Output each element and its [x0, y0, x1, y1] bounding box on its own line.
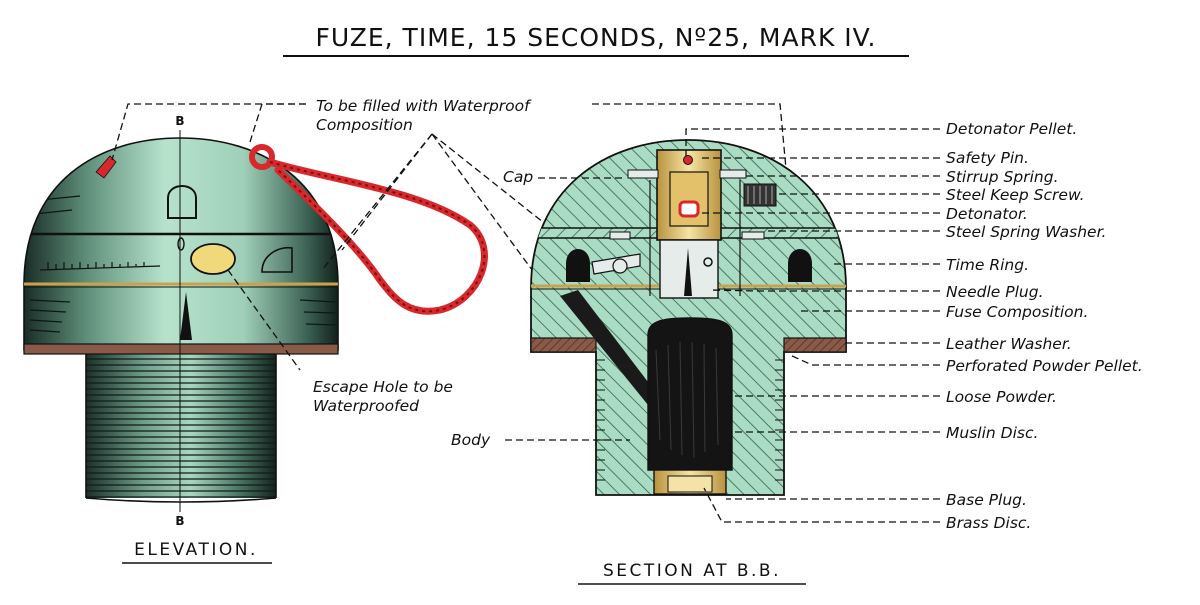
escape-label-line1: Escape Hole to be — [313, 378, 453, 396]
part-label-needle-plug: Needle Plug. — [946, 283, 1044, 301]
elevation-view-label: ELEVATION. — [134, 540, 258, 560]
escape-label-line2: Waterproofed — [313, 397, 419, 415]
diagram-title: FUZE, TIME, 15 SECONDS, Nº25, MARK IV. — [315, 23, 877, 52]
section-view — [520, 140, 860, 584]
time-ring-channel-left — [566, 249, 590, 282]
waterproof-label-line1: To be filled with Waterproof — [316, 97, 530, 115]
label-cap: Cap — [503, 168, 534, 186]
part-label-perforated-powder-pellet: Perforated Powder Pellet. — [946, 357, 1143, 375]
leather-washer-right — [784, 338, 846, 352]
part-label-steel-keep-screw: Steel Keep Screw. — [946, 186, 1085, 204]
escape-hole — [191, 244, 235, 274]
loose-powder-chamber — [648, 318, 732, 470]
elevation-view — [0, 114, 484, 563]
detonator-pellet — [684, 156, 693, 165]
section-mark-bottom: B — [175, 514, 185, 528]
section-view-label: SECTION AT B.B. — [602, 561, 782, 581]
part-label-loose-powder: Loose Powder. — [946, 388, 1057, 406]
time-ring-channel-right — [788, 249, 812, 282]
part-label-safety-pin: Safety Pin. — [946, 149, 1029, 167]
part-label-steel-spring-washer: Steel Spring Washer. — [946, 223, 1107, 241]
part-label-detonator: Detonator. — [946, 205, 1028, 223]
section-mark-top: B — [175, 114, 185, 128]
part-label-leather-washer: Leather Washer. — [946, 335, 1072, 353]
part-label-time-ring: Time Ring. — [946, 256, 1030, 274]
label-body: Body — [451, 431, 491, 449]
part-label-stirrup-spring: Stirrup Spring. — [946, 168, 1059, 186]
part-label-brass-disc: Brass Disc. — [946, 514, 1032, 532]
part-label-base-plug: Base Plug. — [946, 491, 1027, 509]
part-label-muslin-disc: Muslin Disc. — [946, 424, 1039, 442]
part-labels — [946, 120, 1143, 532]
elevation-threaded-body — [86, 352, 276, 502]
part-label-detonator-pellet: Detonator Pellet. — [946, 120, 1078, 138]
part-label-fuse-composition: Fuse Composition. — [946, 303, 1089, 321]
detonator — [680, 202, 698, 216]
waterproof-label-line2: Composition — [316, 116, 413, 134]
leather-washer-left — [531, 338, 596, 352]
